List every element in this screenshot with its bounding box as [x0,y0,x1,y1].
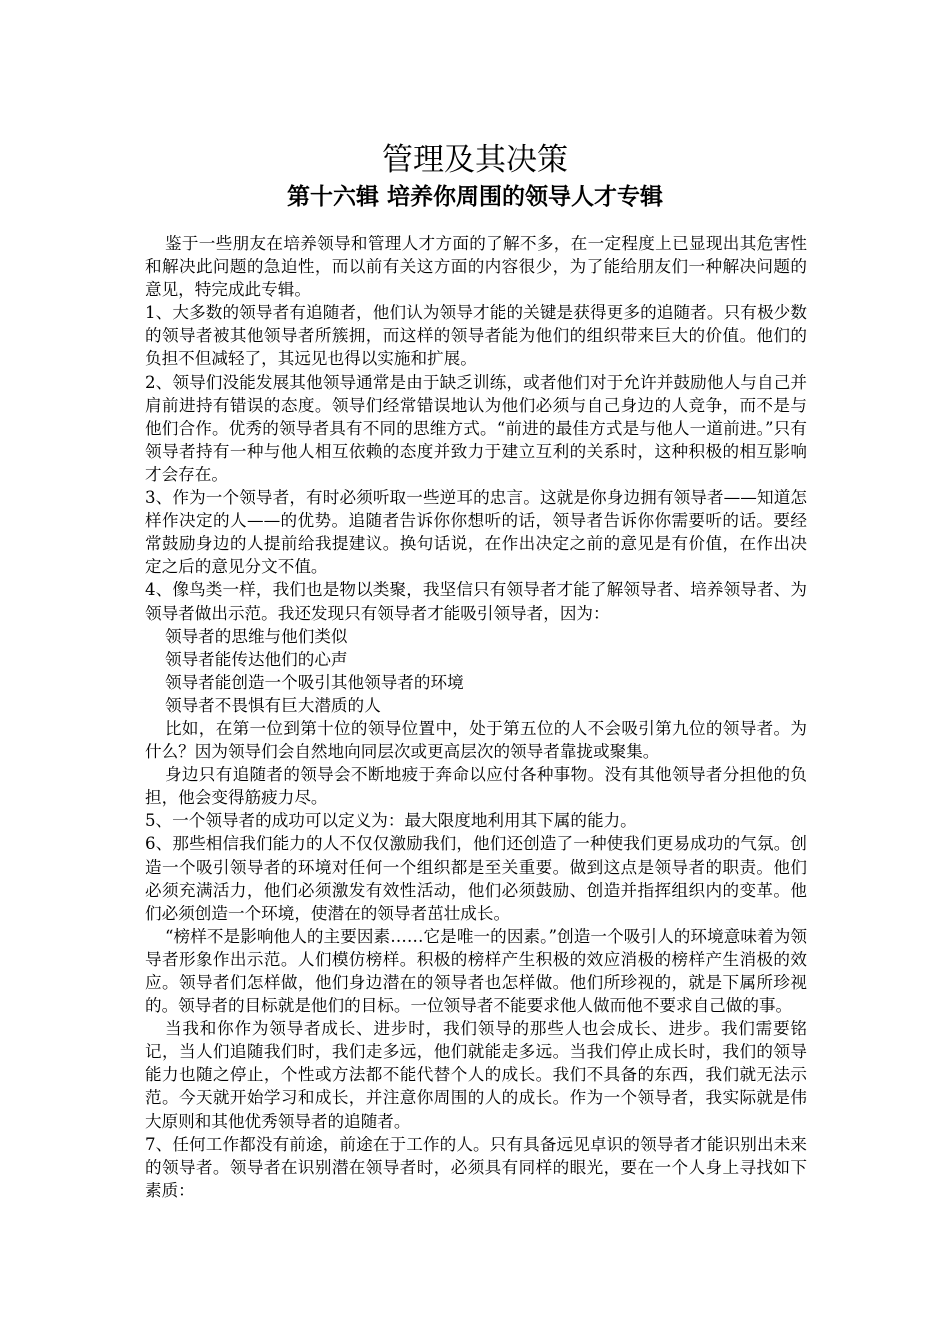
point-6-paragraph: 6、那些相信我们能力的人不仅仅激励我们，他们还创造了一种使我们更易成功的气氛。创造一个吸引领导者的环境对任何一个组织都是至关重要。做到这点是领导者的职责。他们必须充满活力，他们必须激发有效性活动，他们必须鼓励、创造并指挥组织内的变革。他们必须创造一个环境，使潜在的领导者茁壮成长。 [145,834,807,923]
document-body [145,232,807,1202]
followers-paragraph: 身边只有追随者的领导会不断地疲于奔命以应付各种事物。没有其他领导者分担他的负担，他会变得筋疲力尽。 [145,765,807,808]
list-item: 领导者能传达他们的心声 [165,649,348,669]
document-title: 管理及其决策 [382,142,568,178]
list-item: 领导者不畏惧有巨大潜质的人 [165,695,381,715]
point-3-paragraph: 3、作为一个领导者，有时必须听取一些逆耳的忠言。这就是你身边拥有领导者——知道怎样作决定的人——的优势。追随者告诉你你想听的话，领导者告诉你你需要听的话。要经常鼓励身边的人提前给我提建议。换句话说，在作出决定之前的意见是有价值，在作出决定之后的意见分文不值。 [145,488,807,577]
point-2-paragraph: 2、领导们没能发展其他领导通常是由于缺乏训练，或者他们对于允许并鼓励他人与自己并肩前进持有错误的态度。领导们经常错误地认为他们必须与自己身边的人竞争，而不是与他们合作。优秀的领导者具有不同的思维方式。“前进的最佳方式是与他人一道前进。”只有领导者持有一种与他人相互依赖的态度并致力于建立互利的关系时，这种积极的相互影响才会存在。 [145,372,807,484]
point-4-paragraph: 4、像鸟类一样，我们也是物以类聚，我坚信只有领导者才能了解领导者、培养领导者、为领导者做出示范。我还发现只有领导者才能吸引领导者，因为： [145,580,807,623]
point-1-paragraph: 1、大多数的领导者有追随者，他们认为领导才能的关键是获得更多的追随者。只有极少数的领导者被其他领导者所簇拥，而这样的领导者能为他们的组织带来巨大的价值。他们的负担不但减轻了，其远见也得以实施和扩展。 [145,303,807,369]
list-item: 领导者的思维与他们类似 [165,626,348,646]
intro-paragraph: 鉴于一些朋友在培养领导和管理人才方面的了解不多，在一定程度上已显现出其危害性和解决此问题的急迫性，而以前有关这方面的内容很少，为了能给朋友们一种解决问题的意见，特完成此专辑。 [145,234,807,300]
growth-paragraph: 当我和你作为领导者成长、进步时，我们领导的那些人也会成长、进步。我们需要铭记，当人们追随我们时，我们走多远，他们就能走多远。当我们停止成长时，我们的领导能力也随之停止，个性或方法都不能代替个人的成长。我们不具备的东西，我们就无法示范。今天就开始学习和成长，并注意你周围的人的成长。作为一个领导者，我实际就是伟大原则和其他优秀领导者的追随者。 [145,1019,807,1131]
document-subtitle: 第十六辑 培养你周围的领导人才专辑 [286,184,663,210]
role-model-paragraph: “榜样不是影响他人的主要因素……它是唯一的因素。”创造一个吸引人的环境意味着为领导者形象作出示范。人们模仿榜样。积极的榜样产生积极的效应消极的榜样产生消极的效应。领导者们怎样做，他们身边潜在的领导者也怎样做。他们所珍视的，就是下属所珍视的。领导者的目标就是他们的目标。一位领导者不能要求他人做而他不要求自己做的事。 [145,926,807,1016]
point-5-paragraph: 5、一个领导者的成功可以定义为：最大限度地利用其下属的能力。 [145,811,637,831]
example-paragraph: 比如，在第一位到第十位的领导位置中，处于第五位的人不会吸引第九位的领导者。为什么？因为领导们会自然地向同层次或更高层次的领导者靠拢或聚集。 [145,718,807,762]
point-7-paragraph: 7、任何工作都没有前途，前途在于工作的人。只有具备远见卓识的领导者才能识别出未来的领导者。领导者在识别潜在领导者时，必须具有同样的眼光，要在一个人身上寻找如下素质： [145,1134,807,1200]
list-item: 领导者能创造一个吸引其他领导者的环境 [165,672,464,692]
